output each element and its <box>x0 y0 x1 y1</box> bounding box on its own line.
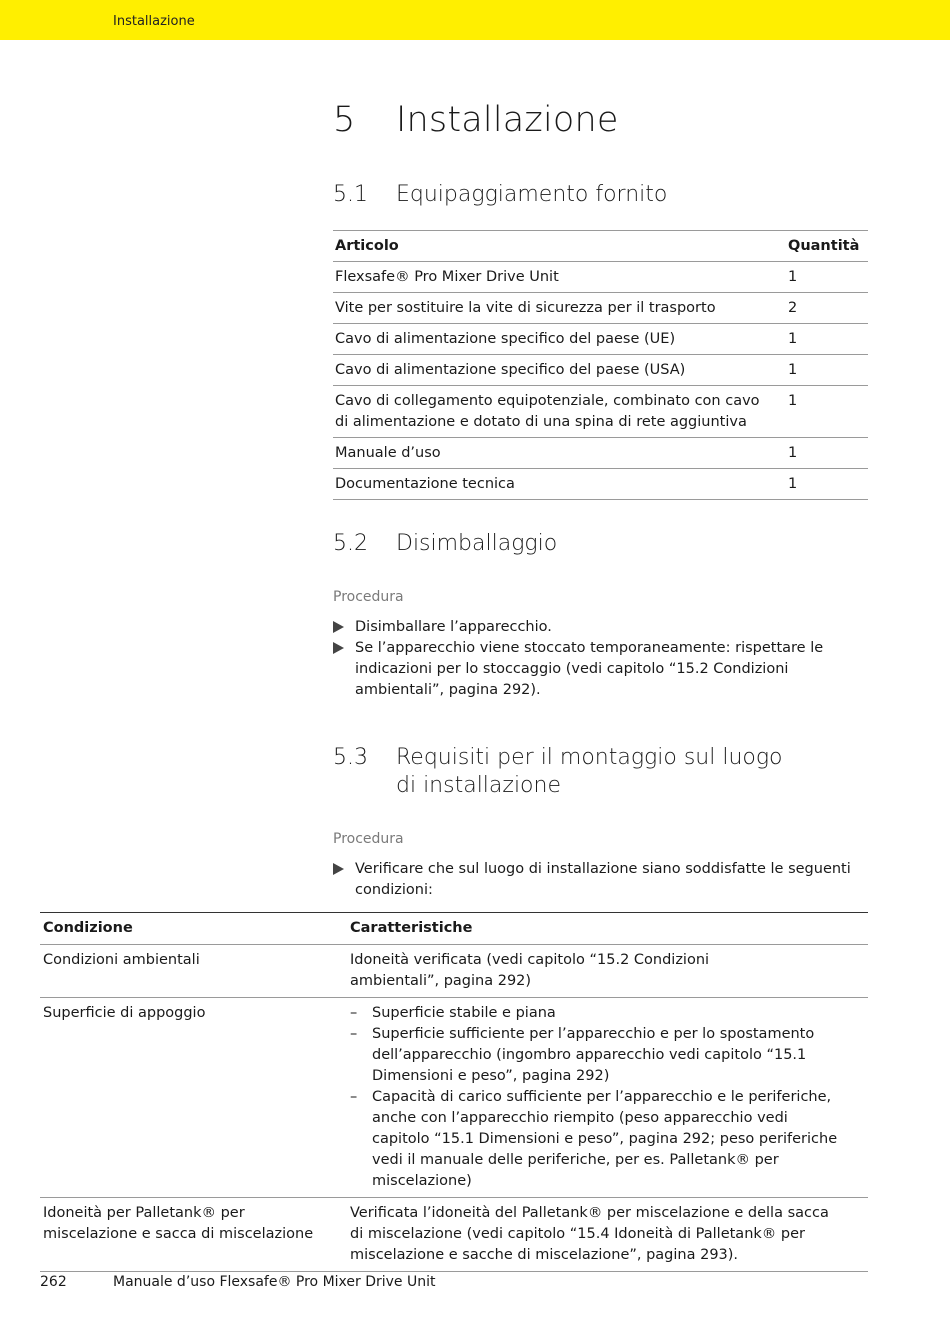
column-header-characteristics: Caratteristiche <box>347 913 868 945</box>
installation-requirements-table <box>40 912 868 1272</box>
column-header-condition: Condizione <box>40 913 347 945</box>
section-5-3-heading <box>333 744 853 800</box>
qty-cell: 1 <box>786 324 868 355</box>
table-row <box>333 386 868 438</box>
qty-cell: 2 <box>786 293 868 324</box>
dash-bullet: – <box>350 1089 358 1105</box>
item-cell: Documentazione tecnica <box>333 469 786 500</box>
table-row <box>333 293 868 324</box>
section-title: Requisiti per il montaggio sul luogo di installazione <box>396 745 783 798</box>
chapter-title: Installazione <box>396 100 619 140</box>
characteristics-cell: Idoneità verificata (vedi capitolo “15.2 Condizioni ambientali”, pagina 292) <box>347 945 868 998</box>
table-header-row <box>333 231 868 262</box>
procedure-steps <box>333 617 863 701</box>
qty-cell: 1 <box>786 469 868 500</box>
item-cell: Flexsafe® Pro Mixer Drive Unit <box>333 262 786 293</box>
item-cell: Vite per sostituire la vite di sicurezza per il trasporto <box>333 293 786 324</box>
list-item-text: Superficie stabile e piana <box>372 1005 556 1021</box>
section-5-1-heading <box>333 181 833 209</box>
qty-cell: 1 <box>786 355 868 386</box>
qty-cell: 1 <box>786 386 868 438</box>
table-row <box>333 262 868 293</box>
section-title: Disimballaggio <box>396 531 558 556</box>
list-item-text: Superficie sufficiente per l’apparecchio e per lo spostamento dell’apparecchio (ingombro apparecchio vedi capitolo “15.1 Dimensioni e peso”, pagina 292) <box>372 1026 815 1084</box>
list-item <box>350 1003 838 1024</box>
page-number: 262 <box>40 1274 67 1290</box>
delivery-contents-table <box>333 230 868 500</box>
arrow-right-icon <box>333 863 344 875</box>
procedure-step <box>333 617 863 638</box>
table-row <box>333 355 868 386</box>
column-header-article: Articolo <box>333 231 786 262</box>
section-title: Equipaggiamento fornito <box>396 182 668 207</box>
column-header-quantity: Quantità <box>786 231 868 262</box>
characteristics-cell: Verificata l’idoneità del Palletank® per miscelazione e della sacca di miscelazione (vedi capitolo “15.4 Idoneità di Palletank® per miscelazione e sacche di miscelazione”, pagina 293). <box>347 1198 868 1272</box>
procedure-step <box>333 638 863 701</box>
manual-title: Manuale d’uso Flexsafe® Pro Mixer Drive Unit <box>113 1274 436 1290</box>
list-item-text: Capacità di carico sufficiente per l’apparecchio e le periferiche, anche con l’apparecchio riempito (peso apparecchio vedi capitolo “15.1 Dimensioni e peso”, pagina 292; peso periferiche vedi il manuale delle periferiche, per es. Palletank® per miscelazione) <box>372 1089 838 1189</box>
arrow-right-icon <box>333 621 344 633</box>
running-header-bar <box>0 0 950 40</box>
list-item <box>350 1087 838 1192</box>
list-item <box>350 1024 838 1087</box>
step-text: Disimballare l’apparecchio. <box>355 619 552 635</box>
table-row <box>40 998 868 1198</box>
condition-cell: Superficie di appoggio <box>40 998 347 1198</box>
running-header-title: Installazione <box>113 14 195 29</box>
step-text: Se l’apparecchio viene stoccato temporaneamente: rispettare le indicazioni per lo stoccaggio (vedi capitolo “15.2 Condizioni ambientali”, pagina 292). <box>355 640 824 698</box>
table-row <box>333 469 868 500</box>
condition-cell: Condizioni ambientali <box>40 945 347 998</box>
section-number: 5.3 <box>333 745 368 770</box>
section-5-2-heading <box>333 530 833 558</box>
table-row <box>40 945 868 998</box>
table-row <box>333 324 868 355</box>
chapter-heading <box>333 100 619 140</box>
qty-cell: 1 <box>786 262 868 293</box>
table-row <box>40 1198 868 1272</box>
condition-cell: Idoneità per Palletank® per miscelazione e sacca di miscelazione <box>40 1198 347 1272</box>
step-text: Verificare che sul luogo di installazione siano soddisfatte le seguenti condizioni: <box>355 861 851 898</box>
table-row <box>333 438 868 469</box>
chapter-number: 5 <box>333 100 356 140</box>
item-cell: Manuale d’uso <box>333 438 786 469</box>
qty-cell: 1 <box>786 438 868 469</box>
section-number: 5.1 <box>333 182 368 207</box>
dash-bullet: – <box>350 1005 358 1021</box>
procedure-steps <box>333 859 853 901</box>
item-cell: Cavo di alimentazione specifico del paese (USA) <box>333 355 786 386</box>
characteristics-cell <box>347 998 868 1198</box>
item-cell: Cavo di collegamento equipotenziale, combinato con cavo di alimentazione e dotato di una spina di rete aggiuntiva <box>333 386 786 438</box>
procedure-step <box>333 859 853 901</box>
dash-bullet: – <box>350 1026 358 1042</box>
procedure-label: Procedura <box>333 589 404 605</box>
procedure-label: Procedura <box>333 831 404 847</box>
section-number: 5.2 <box>333 531 368 556</box>
item-cell: Cavo di alimentazione specifico del paese (UE) <box>333 324 786 355</box>
table-header-row <box>40 913 868 945</box>
arrow-right-icon <box>333 642 344 654</box>
